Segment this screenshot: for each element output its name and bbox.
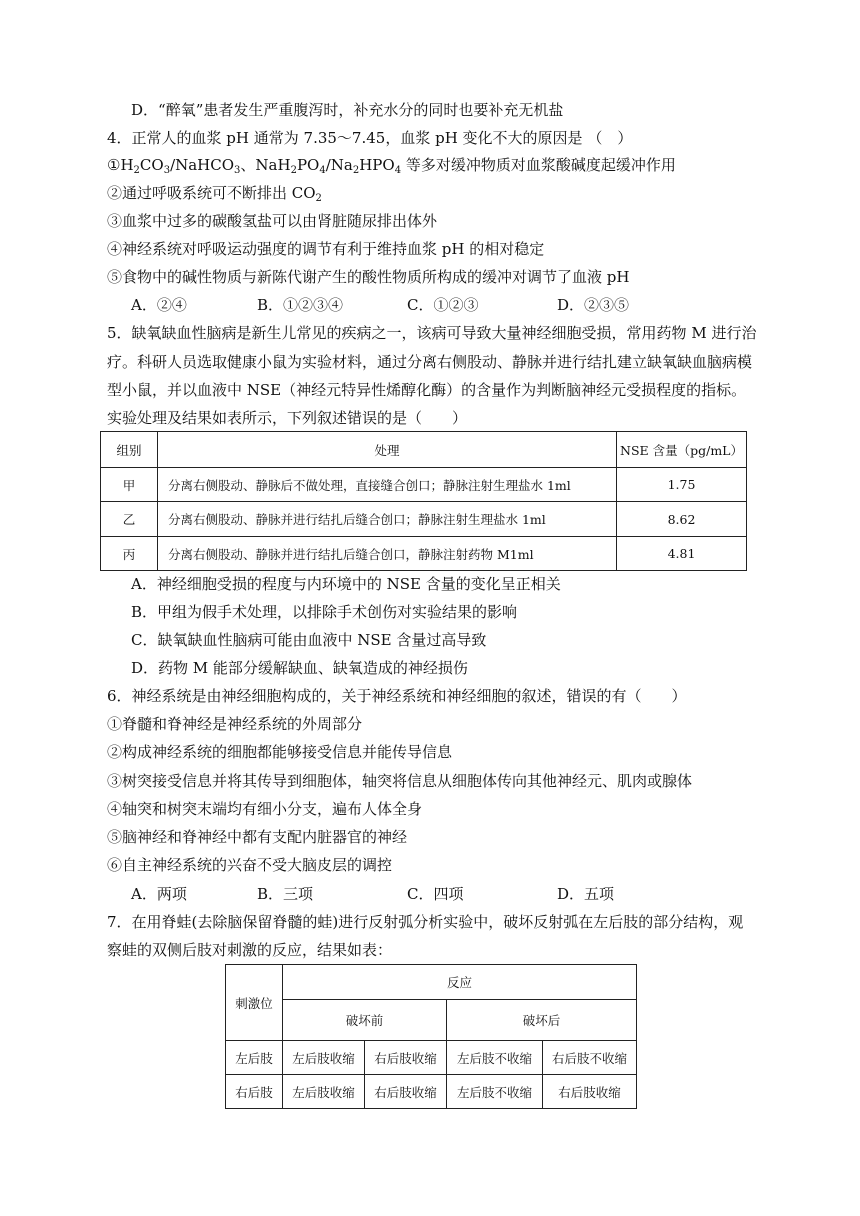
table-cell: 分离右侧股动、静脉后不做处理，直接缝合创口；静脉注射生理盐水 1ml: [158, 468, 617, 502]
q5-option-b[interactable]: B．甲组为假手术处理，以排除手术创伤对实验结果的影响: [131, 603, 518, 621]
table-cell: 右后肢: [226, 1075, 283, 1109]
table-cell: 1.75: [617, 468, 747, 502]
table-cell: 4.81: [617, 537, 747, 571]
q6-option-c[interactable]: C．四项: [407, 885, 464, 903]
table-cell: 左后肢不收缩: [447, 1075, 543, 1109]
table-row: [101, 537, 747, 571]
table-cell: 分离右侧股动、静脉并进行结扎后缝合创口，静脉注射药物 M1ml: [158, 537, 617, 571]
table-row: [101, 502, 747, 537]
table-cell: 分离右侧股动、静脉并进行结扎后缝合创口；静脉注射生理盐水 1ml: [158, 502, 617, 537]
q4-item-5: ⑤食物中的碱性物质与新陈代谢产生的酸性物质所构成的缓冲对调节了血液 pH: [107, 268, 630, 286]
q5-option-a[interactable]: A．神经细胞受损的程度与内环境中的 NSE 含量的变化呈正相关: [131, 575, 561, 593]
table-cell: 右后肢收缩: [543, 1075, 637, 1109]
table-cell: 左后肢收缩: [283, 1041, 365, 1075]
table-cell: 丙: [101, 537, 158, 571]
table-header-cell: 反应: [283, 965, 637, 1000]
table-cell: 左后肢收缩: [283, 1075, 365, 1109]
table-cell: 乙: [101, 502, 158, 537]
table-header-cell: NSE 含量（pg/mL）: [617, 432, 747, 468]
q3-option-d: D．“醉氧”患者发生严重腹泻时，补充水分的同时也要补充无机盐: [131, 101, 564, 119]
table-cell: 右后肢不收缩: [543, 1041, 637, 1075]
q5-stem-line-4: 实验处理及结果如表所示，下列叙述错误的是（ ）: [107, 409, 468, 427]
q6-item-3: ③树突接受信息并将其传导到细胞体，轴突将信息从细胞体传向其他神经元、肌肉或腺体: [107, 772, 693, 790]
table-header-row: [226, 1000, 637, 1041]
table-row: [226, 1041, 637, 1075]
q6-option-a[interactable]: A．两项: [131, 885, 187, 903]
table-cell: 右后肢收缩: [365, 1041, 447, 1075]
table-cell: 左后肢: [226, 1041, 283, 1075]
q6-option-b[interactable]: B．三项: [257, 885, 314, 903]
q7-stem-line-1: 7．在用脊蛙(去除脑保留脊髓的蛙)进行反射弧分析实验中，破坏反射弧在左后肢的部分结构，观: [107, 913, 744, 931]
table-header-cell: 处理: [158, 432, 617, 468]
q7-results-table: [225, 964, 637, 1109]
table-header-cell: 破坏后: [447, 1000, 637, 1041]
q4-option-c[interactable]: C．①②③: [407, 296, 479, 314]
q4-stem: 4．正常人的血浆 pH 通常为 7.35～7.45，血浆 pH 变化不大的原因是 （ ）: [107, 129, 633, 147]
table-cell: 左后肢不收缩: [447, 1041, 543, 1075]
q5-results-table: [100, 431, 747, 571]
table-header-row: [101, 432, 747, 468]
q4-item-4: ④神经系统对呼吸运动强度的调节有利于维持血浆 pH 的相对稳定: [107, 240, 545, 258]
q5-stem-line-2: 疗。科研人员选取健康小鼠为实验材料，通过分离右侧股动、静脉并进行结扎建立缺氧缺血脑病模: [107, 353, 753, 371]
table-header-cell: 刺激位: [226, 965, 283, 1041]
q4-item-1: $①H_2CO_3/NaHCO_3$、$NaH_2PO_4/Na_2HPO_4$ 等多对缓冲物质对血浆酸碱度起缓冲作用: [107, 156, 676, 176]
table-header-cell: 组别: [101, 432, 158, 468]
q6-item-5: ⑤脑神经和脊神经中都有支配内脏器官的神经: [107, 828, 408, 846]
q6-options: [131, 884, 614, 904]
q4-options: [131, 295, 629, 315]
q6-option-d[interactable]: D．五项: [557, 885, 615, 903]
table-row: [226, 1075, 637, 1109]
q4-option-b[interactable]: B．①②③④: [257, 296, 344, 314]
q6-stem: 6．神经系统是由神经细胞构成的，关于神经系统和神经细胞的叙述，错误的有（ ）: [107, 687, 687, 705]
q6-item-2: ②构成神经系统的细胞都能够接受信息并能传导信息: [107, 743, 453, 761]
q5-option-d[interactable]: D．药物 M 能部分缓解缺血、缺氧造成的神经损伤: [131, 659, 468, 677]
q7-stem-line-2: 察蛙的双侧后肢对刺激的反应，结果如表：: [107, 941, 393, 959]
table-cell: 甲: [101, 468, 158, 502]
q4-option-d[interactable]: D．②③⑤: [557, 296, 630, 314]
q6-item-4: ④轴突和树突末端均有细小分支，遍布人体全身: [107, 800, 423, 818]
table-cell: 右后肢收缩: [365, 1075, 447, 1109]
q6-item-1: ①脊髓和脊神经是神经系统的外周部分: [107, 715, 363, 733]
q5-stem-line-3: 型小鼠，并以血液中 NSE（神经元特异性烯醇化酶）的含量作为判断脑神经元受损程度的指标。: [107, 381, 747, 399]
q6-item-6: ⑥自主神经系统的兴奋不受大脑皮层的调控: [107, 856, 393, 874]
table-row: [101, 468, 747, 502]
q5-option-c[interactable]: C．缺氧缺血性脑病可能由血液中 NSE 含量过高导致: [131, 631, 487, 649]
table-header-row: [226, 965, 637, 1000]
q5-stem-line-1: 5．缺氧缺血性脑病是新生儿常见的疾病之一，该病可导致大量神经细胞受损，常用药物 M 进行治: [107, 324, 757, 342]
q4-item-3: ③血浆中过多的碳酸氢盐可以由肾脏随尿排出体外: [107, 212, 438, 230]
q4-item-2: ②通过呼吸系统可不断排出 $CO_2$: [107, 184, 322, 204]
q4-option-a[interactable]: A．②④: [131, 296, 187, 314]
table-header-cell: 破坏前: [283, 1000, 447, 1041]
table-cell: 8.62: [617, 502, 747, 537]
